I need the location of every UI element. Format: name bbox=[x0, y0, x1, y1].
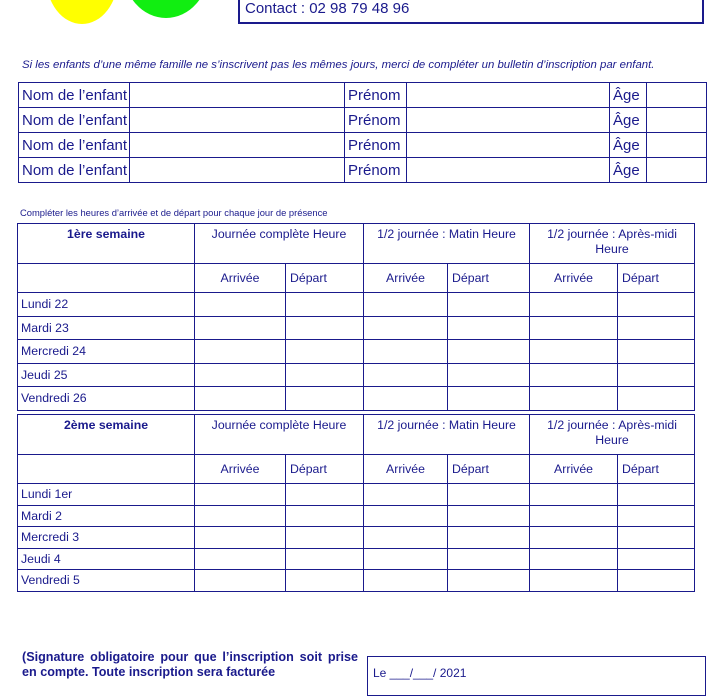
time-field[interactable] bbox=[618, 340, 695, 364]
day-row bbox=[18, 363, 695, 387]
day-label: Mardi 2 bbox=[18, 505, 195, 527]
time-field[interactable] bbox=[618, 527, 695, 549]
time-field[interactable] bbox=[618, 505, 695, 527]
time-field[interactable] bbox=[195, 548, 286, 570]
time-field[interactable] bbox=[286, 387, 364, 411]
time-field[interactable] bbox=[364, 363, 448, 387]
children-table bbox=[18, 82, 707, 183]
time-field[interactable] bbox=[364, 527, 448, 549]
time-field[interactable] bbox=[364, 570, 448, 592]
week-title: 1ère semaine bbox=[18, 224, 195, 264]
time-field[interactable] bbox=[448, 387, 530, 411]
empty-cell bbox=[18, 264, 195, 293]
child-name-field[interactable] bbox=[130, 133, 345, 158]
time-field[interactable] bbox=[195, 363, 286, 387]
time-field[interactable] bbox=[195, 484, 286, 506]
time-field[interactable] bbox=[448, 293, 530, 317]
contact-text: Contact : 02 98 79 48 96 bbox=[245, 0, 410, 17]
time-field[interactable] bbox=[364, 484, 448, 506]
time-field[interactable] bbox=[195, 316, 286, 340]
day-label: Vendredi 5 bbox=[18, 570, 195, 592]
time-field[interactable] bbox=[618, 316, 695, 340]
time-field[interactable] bbox=[618, 363, 695, 387]
child-name-label: Nom de l’enfant bbox=[19, 108, 130, 133]
time-field[interactable] bbox=[286, 484, 364, 506]
arrive-header: Arrivée bbox=[364, 264, 448, 293]
time-field[interactable] bbox=[195, 570, 286, 592]
time-field[interactable] bbox=[530, 363, 618, 387]
day-label: Mercredi 24 bbox=[18, 340, 195, 364]
afternoon-header: 1/2 journée : Après-midi Heure bbox=[530, 224, 695, 264]
day-label: Lundi 1er bbox=[18, 484, 195, 506]
time-field[interactable] bbox=[530, 340, 618, 364]
child-age-field[interactable] bbox=[647, 83, 707, 108]
child-name-field[interactable] bbox=[130, 108, 345, 133]
depart-header: Départ bbox=[618, 455, 695, 484]
time-field[interactable] bbox=[364, 316, 448, 340]
time-field[interactable] bbox=[448, 527, 530, 549]
time-field[interactable] bbox=[364, 340, 448, 364]
day-label: Mardi 23 bbox=[18, 316, 195, 340]
child-name-label: Nom de l’enfant bbox=[19, 133, 130, 158]
child-firstname-label: Prénom bbox=[345, 158, 407, 183]
time-field[interactable] bbox=[530, 505, 618, 527]
week1-table bbox=[17, 223, 695, 411]
date-box[interactable] bbox=[367, 656, 706, 696]
depart-header: Départ bbox=[618, 264, 695, 293]
time-field[interactable] bbox=[618, 484, 695, 506]
day-row bbox=[18, 505, 695, 527]
week-title: 2ème semaine bbox=[18, 415, 195, 455]
child-row bbox=[19, 158, 707, 183]
child-age-label: Âge bbox=[610, 108, 647, 133]
time-field[interactable] bbox=[530, 316, 618, 340]
arrive-header: Arrivée bbox=[195, 455, 286, 484]
day-label: Mercredi 3 bbox=[18, 527, 195, 549]
day-row bbox=[18, 316, 695, 340]
arrive-header: Arrivée bbox=[530, 455, 618, 484]
child-firstname-field[interactable] bbox=[407, 133, 610, 158]
time-field[interactable] bbox=[364, 548, 448, 570]
time-field[interactable] bbox=[286, 316, 364, 340]
time-field[interactable] bbox=[195, 505, 286, 527]
child-row bbox=[19, 133, 707, 158]
time-field[interactable] bbox=[530, 293, 618, 317]
family-note: Si les enfants d’une même famille ne s’inscrivent pas les mêmes jours, merci de compléter un bulletin d’inscription par enfant. bbox=[22, 59, 655, 71]
arrive-header: Arrivée bbox=[364, 455, 448, 484]
contact-box bbox=[238, 0, 704, 24]
time-field[interactable] bbox=[286, 548, 364, 570]
time-field[interactable] bbox=[448, 505, 530, 527]
day-row bbox=[18, 340, 695, 364]
depart-header: Départ bbox=[286, 264, 364, 293]
child-name-label: Nom de l’enfant bbox=[19, 158, 130, 183]
time-field[interactable] bbox=[530, 570, 618, 592]
time-field[interactable] bbox=[530, 548, 618, 570]
child-age-field[interactable] bbox=[647, 108, 707, 133]
child-age-field[interactable] bbox=[647, 133, 707, 158]
child-age-label: Âge bbox=[610, 83, 647, 108]
time-field[interactable] bbox=[530, 484, 618, 506]
morning-header: 1/2 journée : Matin Heure bbox=[364, 224, 530, 264]
day-label: Jeudi 4 bbox=[18, 548, 195, 570]
depart-header: Départ bbox=[448, 264, 530, 293]
child-age-field[interactable] bbox=[647, 158, 707, 183]
day-label: Vendredi 26 bbox=[18, 387, 195, 411]
time-field[interactable] bbox=[530, 387, 618, 411]
time-field[interactable] bbox=[618, 570, 695, 592]
time-field[interactable] bbox=[448, 484, 530, 506]
child-firstname-label: Prénom bbox=[345, 83, 407, 108]
time-field[interactable] bbox=[448, 363, 530, 387]
time-field[interactable] bbox=[448, 570, 530, 592]
time-field[interactable] bbox=[195, 527, 286, 549]
time-field[interactable] bbox=[195, 387, 286, 411]
day-row bbox=[18, 293, 695, 317]
green-logo-circle bbox=[123, 0, 209, 18]
date-line: Le ___/___/ 2021 bbox=[373, 666, 467, 680]
child-name-field[interactable] bbox=[130, 83, 345, 108]
day-row bbox=[18, 548, 695, 570]
child-row bbox=[19, 108, 707, 133]
full-day-header: Journée complète Heure bbox=[195, 224, 364, 264]
time-field[interactable] bbox=[448, 548, 530, 570]
instructions-text: Compléter les heures d’arrivée et de départ pour chaque jour de présence bbox=[20, 207, 328, 218]
time-field[interactable] bbox=[364, 293, 448, 317]
full-day-header: Journée complète Heure bbox=[195, 415, 364, 455]
arrive-header: Arrivée bbox=[195, 264, 286, 293]
day-row bbox=[18, 484, 695, 506]
time-field[interactable] bbox=[364, 505, 448, 527]
child-name-field[interactable] bbox=[130, 158, 345, 183]
time-field[interactable] bbox=[448, 316, 530, 340]
time-field[interactable] bbox=[530, 527, 618, 549]
child-row bbox=[19, 83, 707, 108]
depart-header: Départ bbox=[448, 455, 530, 484]
child-firstname-field[interactable] bbox=[407, 83, 610, 108]
time-field[interactable] bbox=[286, 505, 364, 527]
time-field[interactable] bbox=[364, 387, 448, 411]
time-field[interactable] bbox=[195, 340, 286, 364]
day-label: Lundi 22 bbox=[18, 293, 195, 317]
depart-header: Départ bbox=[286, 455, 364, 484]
week2-table bbox=[17, 414, 695, 592]
time-field[interactable] bbox=[618, 293, 695, 317]
yellow-logo-circle bbox=[46, 0, 118, 24]
child-age-label: Âge bbox=[610, 158, 647, 183]
morning-header: 1/2 journée : Matin Heure bbox=[364, 415, 530, 455]
day-label: Jeudi 25 bbox=[18, 363, 195, 387]
time-field[interactable] bbox=[618, 387, 695, 411]
child-age-label: Âge bbox=[610, 133, 647, 158]
child-name-label: Nom de l’enfant bbox=[19, 83, 130, 108]
time-field[interactable] bbox=[286, 340, 364, 364]
day-row bbox=[18, 570, 695, 592]
afternoon-header: 1/2 journée : Après-midi Heure bbox=[530, 415, 695, 455]
child-firstname-label: Prénom bbox=[345, 108, 407, 133]
empty-cell bbox=[18, 455, 195, 484]
time-field[interactable] bbox=[286, 570, 364, 592]
time-field[interactable] bbox=[448, 340, 530, 364]
signature-notice: (Signature obligatoire pour que l’inscription soit prise en compte. Toute inscription sera facturée bbox=[22, 650, 358, 679]
child-firstname-field[interactable] bbox=[407, 108, 610, 133]
arrive-header: Arrivée bbox=[530, 264, 618, 293]
time-field[interactable] bbox=[618, 548, 695, 570]
time-field[interactable] bbox=[286, 363, 364, 387]
time-field[interactable] bbox=[286, 527, 364, 549]
child-firstname-label: Prénom bbox=[345, 133, 407, 158]
child-firstname-field[interactable] bbox=[407, 158, 610, 183]
day-row bbox=[18, 527, 695, 549]
day-row bbox=[18, 387, 695, 411]
time-field[interactable] bbox=[195, 293, 286, 317]
time-field[interactable] bbox=[286, 293, 364, 317]
